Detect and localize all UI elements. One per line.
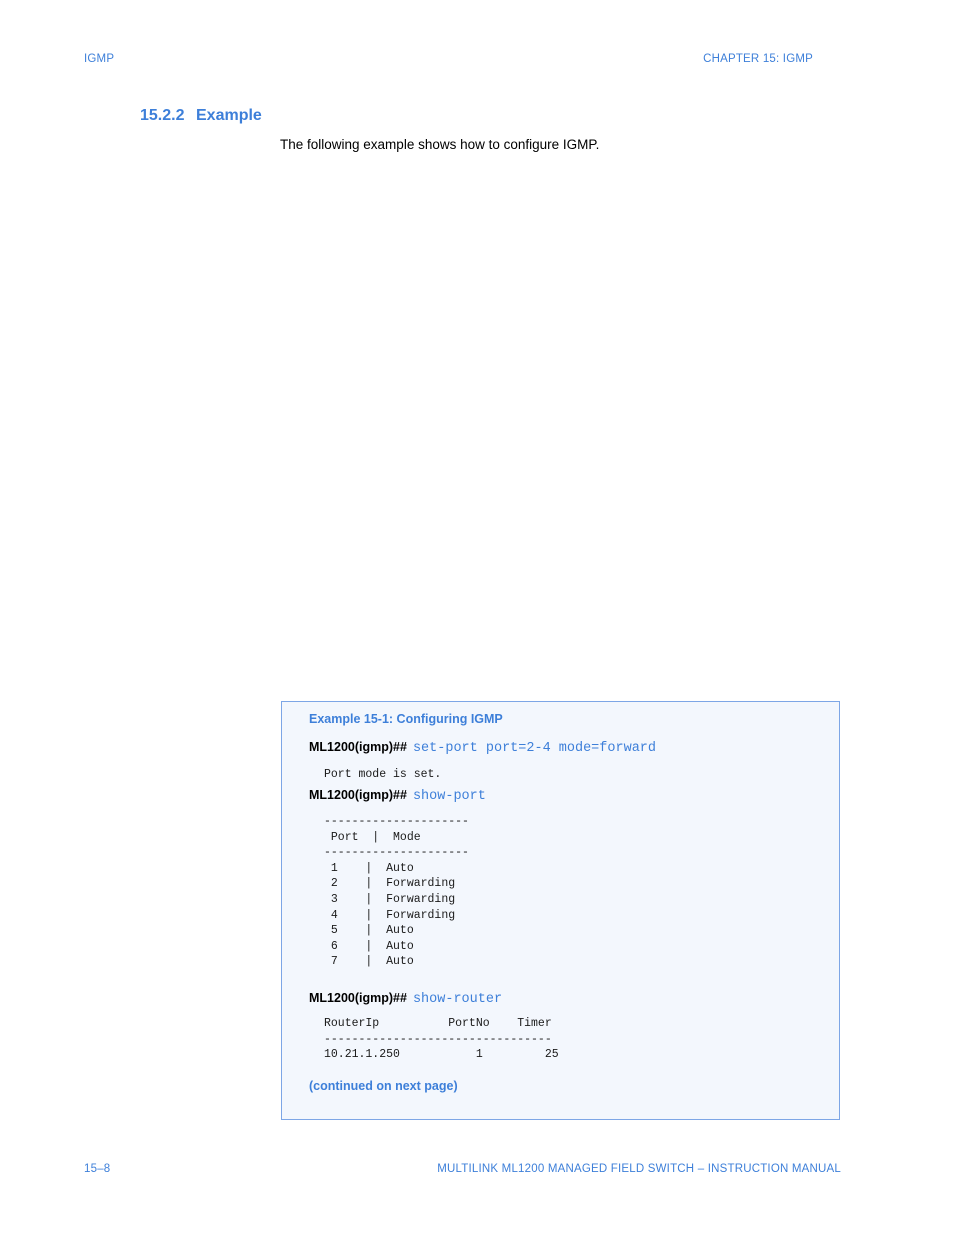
cli-command: show-port — [412, 789, 486, 804]
running-footer-title: MULTILINK ML1200 MANAGED FIELD SWITCH – INSTRUCTION MANUAL — [437, 1163, 841, 1175]
cli-prompt: ML1200(igmp)## — [309, 991, 407, 1005]
cli-prompt: ML1200(igmp)## — [309, 740, 407, 754]
section-number: 15.2.2 — [140, 107, 185, 124]
page-number: 15–8 — [84, 1163, 111, 1175]
command-line-set-port — [309, 740, 656, 756]
command-line-show-port — [309, 788, 486, 804]
cli-command: set-port port=2-4 mode=forward — [412, 741, 656, 756]
section-title: Example — [196, 107, 262, 124]
intro-paragraph: The following example shows how to configure IGMP. — [280, 137, 600, 152]
cli-command: show-router — [412, 992, 503, 1007]
running-header-right: CHAPTER 15: IGMP — [703, 53, 813, 65]
running-header-left: IGMP — [84, 53, 115, 65]
cli-prompt: ML1200(igmp)## — [309, 788, 407, 802]
example-title: Example 15-1: Configuring IGMP — [309, 712, 503, 726]
continued-note: (continued on next page) — [309, 1079, 458, 1093]
section-heading — [140, 107, 262, 125]
command-line-show-router — [309, 991, 502, 1007]
example-box — [281, 701, 840, 1120]
command-output-set-port: Port mode is set. — [324, 768, 442, 781]
command-output-port-table: --------------------- Port | Mode --------------------- 1 | Auto 2 | Forwarding 3 | Forwarding 4 | Forwarding 5 | Auto 6 | Auto 7 | Auto — [324, 815, 469, 969]
command-output-router-table: RouterIp PortNo Timer --------------------------------- 10.21.1.250 1 25 — [324, 1017, 559, 1062]
